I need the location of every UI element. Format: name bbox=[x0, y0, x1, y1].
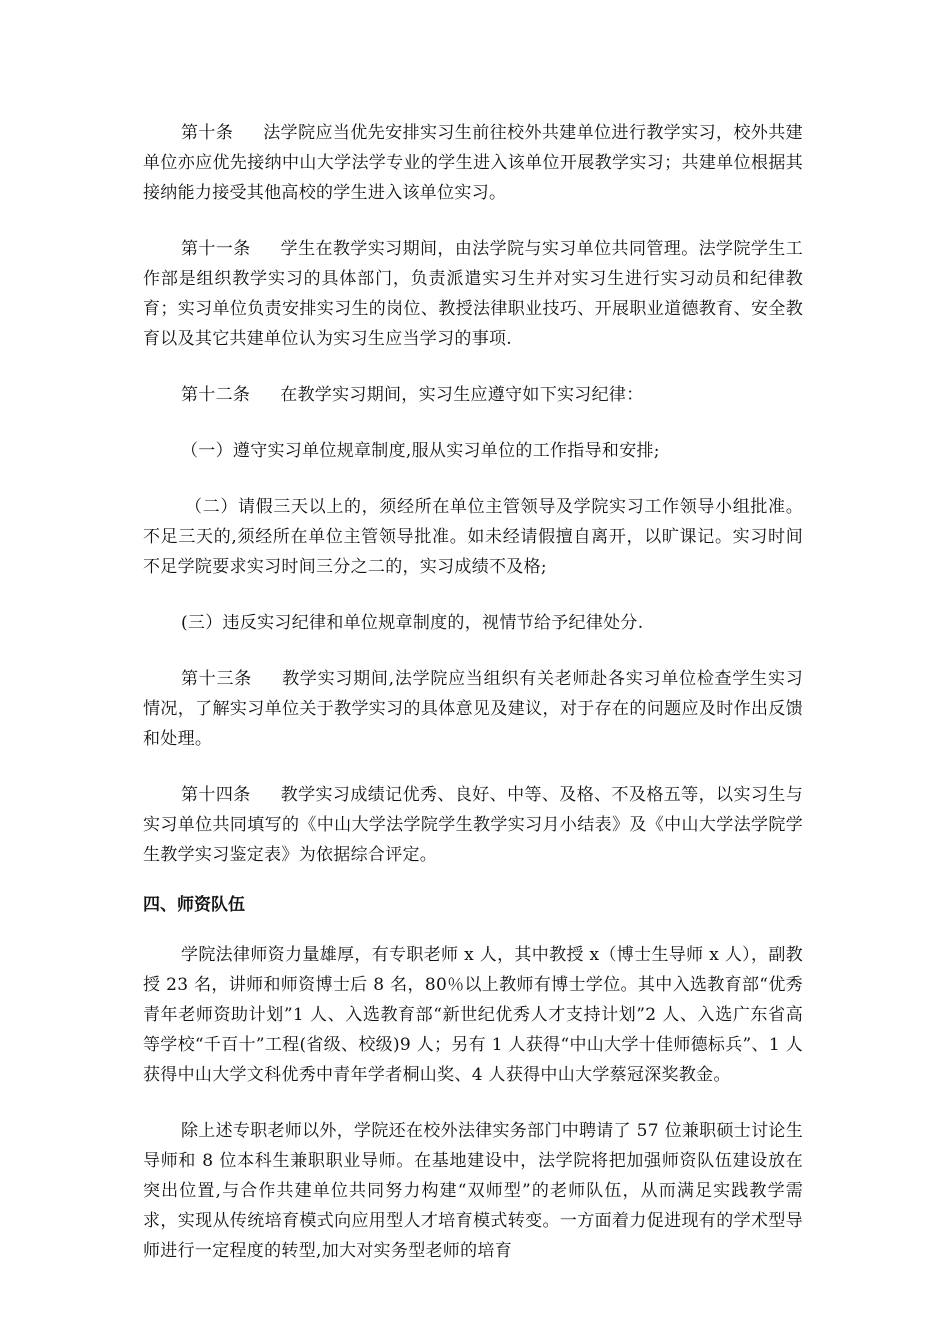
section-heading: 四、师资队伍 bbox=[143, 895, 245, 915]
article-label: 第十一条 bbox=[181, 239, 251, 259]
article-label: 第十四条 bbox=[181, 785, 251, 805]
article-text: 教学实习成绩记优秀、良好、中等、及格、不及格五等，以实习生与实习单位共同填写的《中山大学法学院学生教学实习月小结表》及《中山大学法学院学生教学实习鉴定表》为依据综合评定。 bbox=[143, 785, 804, 865]
article-11 bbox=[143, 234, 803, 354]
article-text: 在教学实习期间，实习生应遵守如下实习纪律： bbox=[280, 385, 644, 405]
discipline-item-3: (三）违反实习纪律和单位规章制度的，视情节给予纪律处分. bbox=[181, 613, 644, 633]
article-text: 教学实习期间,法学院应当组织有关老师赴各实习单位检查学生实习情况，了解实习单位关于教学实习的具体意见及建议，对于存在的问题应及时作出反馈和处理。 bbox=[143, 669, 804, 749]
article-text: 法学院应当优先安排实习生前往校外共建单位进行教学实习，校外共建单位亦应优先接纳中山大学法学专业的学生进入该单位开展教学实习；共建单位根据其接纳能力接受其他高校的学生进入该单位实习。 bbox=[143, 123, 803, 203]
article-14 bbox=[143, 780, 803, 870]
article-text: 学生在教学实习期间，由法学院与实习单位共同管理。法学院学生工作部是组织教学实习的具体部门，负责派遣实习生并对实习生进行实习动员和纪律教育；实习单位负责安排实习生的岗位、教授法律职业技巧、开展职业道德教育、安全教育以及其它共建单位认为实习生应当学习的事项. bbox=[143, 239, 804, 349]
discipline-item-1: （一）遵守实习单位规章制度,服从实习单位的工作指导和安排; bbox=[181, 441, 660, 461]
article-label: 第十二条 bbox=[181, 385, 251, 405]
discipline-item-2: （二）请假三天以上的，须经所在单位主管领导及学院实习工作领导小组批准。不足三天的,须经所在单位主管领导批准。如未经请假擅自离开，以旷课记。实习时间不足学院要求实习时间三分之二的，实习成绩不及格; bbox=[143, 497, 803, 577]
faculty-paragraph-1: 学院法律师资力量雄厚，有专职老师 x 人，其中教授 x（博士生导师 x 人），副教授 23 名，讲师和师资博士后 8 名，80％以上教师有博士学位。其中入选教育部“优秀青年老师资助计划”1 人、入选教育部“新世纪优秀人才支持计划”2 人、入选广东省高等学校“千百十”工程(省级、校级)9 人；另有 1 人获得“中山大学十佳师德标兵”、1 人获得中山大学文科优秀中青年学者桐山奖、4 人获得中山大学蔡冠深奖教金。 bbox=[143, 945, 803, 1085]
faculty-paragraph-2: 除上述专职老师以外，学院还在校外法律实务部门中聘请了 57 位兼职硕士讨论生导师和 8 位本科生兼职职业导师。在基地建设中，法学院将把加强师资队伍建设放在突出位置,与合作共建单位共同努力构建“双师型”的老师队伍，从而满足实践教学需求，实现从传统培育模式向应用型人才培育模式转变。一方面着力促进现有的学术型导师进行一定程度的转型,加大对实务型老师的培育 bbox=[143, 1121, 803, 1261]
article-label: 第十三条 bbox=[181, 669, 253, 689]
article-13 bbox=[143, 664, 803, 754]
article-12 bbox=[143, 380, 803, 410]
document-page bbox=[143, 118, 803, 1292]
article-10 bbox=[143, 118, 803, 208]
article-label: 第十条 bbox=[181, 123, 234, 143]
